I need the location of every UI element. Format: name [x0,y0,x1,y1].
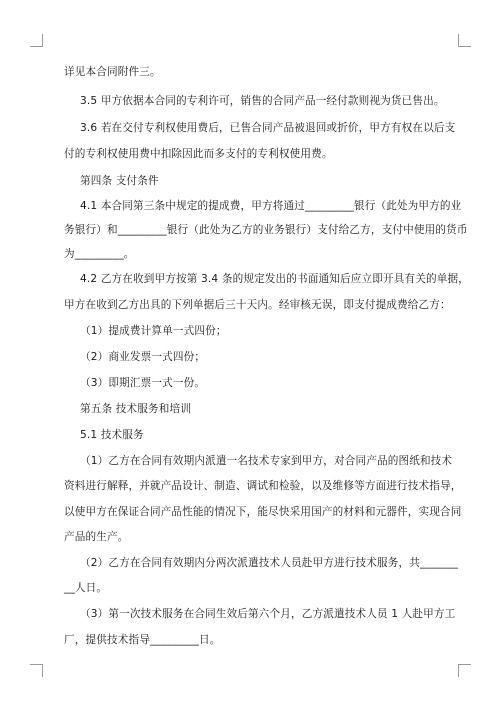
section-heading: 第五条 技术服务和培训 [80,403,191,415]
text-line: 甲方在收到乙方出具的下列单据后三十天内。经审核无误，即支付提成费给乙方： [64,299,451,311]
text-line: 3.6 若在交付专利权使用费后，已售合同产品被退回或折价，甲方有权在以后支 [80,122,456,134]
text-line: 3.5 甲方依据本合同的专利许可，销售的合同产品一经付款则视为货已售出。 [80,95,445,107]
text-line: （2）乙方在合同有效期内分两次派遣技术人员赴甲方进行技术服务，共_______ [80,557,459,569]
crop-mark-bottom-left [30,664,43,677]
list-item: （2）商业发票一式四份； [80,351,206,363]
text-line: （1）乙方在合同有效期内派遣一名技术专家到甲方，对合同产品的图纸和技术 [80,455,453,467]
text-line: （3）第一次技术服务在合同生效后第六个月，乙方派遣技术人员 1 人赴甲方工 [80,608,456,620]
text-line: 4.1 本合同第三条中规定的提成费，甲方将通过_________银行（此处为甲方的业 [80,200,462,212]
text-line: 付的专利权使用费中扣除因此而多支付的专利权使用费。 [64,148,333,160]
text-line: __人日。 [64,582,108,594]
text-line: 务银行）和_________银行（此处为乙方的业务银行）支付给乙方，支付中使用的货币 [64,224,468,236]
subsection-heading: 5.1 技术服务 [80,429,144,441]
crop-mark-top-left [30,34,43,47]
text-line: 为_________。 [64,248,135,260]
text-line: 以使甲方在保证合同产品性能的情况下，能尽快采用国产的材料和元器件，实现合同 [64,506,462,518]
list-item: （3）即期汇票一式一份。 [80,377,206,389]
text-line: 详见本合同附件三。 [64,66,161,78]
crop-mark-top-right [458,34,471,47]
text-line: 资料进行解释，并就产品设计、制造、调试和检验，以及维修等方面进行技术指导， [64,480,462,492]
text-line: 产品的生产。 [64,531,129,543]
section-heading: 第四条 支付条件 [80,175,159,187]
text-line: 厂，提供技术指导_________日。 [64,634,221,646]
list-item: （1）提成费计算单一式四份； [80,325,227,337]
crop-mark-bottom-right [458,664,471,677]
text-line: 4.2 乙方在收到甲方按第 3.4 条的规定发出的书面通知后应立即开具有关的单据， [80,273,469,285]
